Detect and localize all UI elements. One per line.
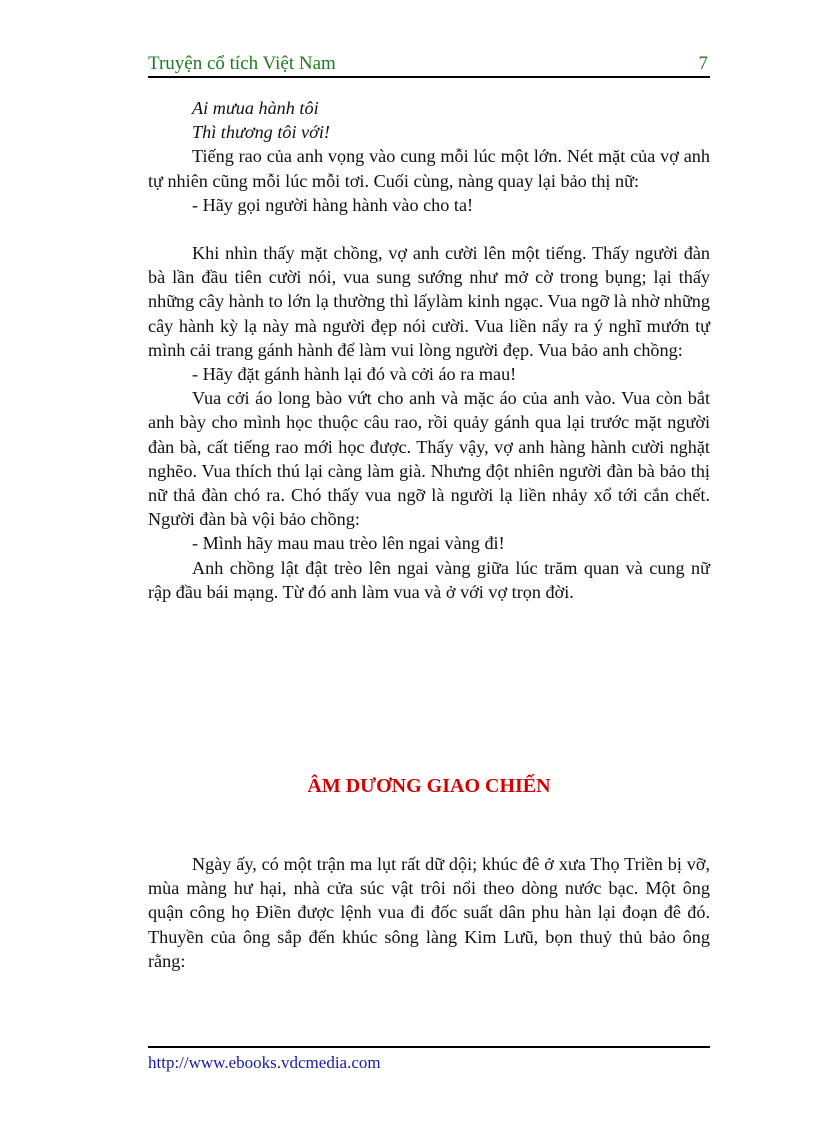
paragraph: Khi nhìn thấy mặt chồng, vợ anh cười lên một tiếng. Thấy người đàn bà lần đầu tiên cười nói, vua sung sướng như mở cờ trong bụng; lại thấy những cây hành to lớn lạ thường thì lấylàm kinh ngạc. Vua ngỡ là nhờ những cây hành kỳ lạ này mà người đẹp nói cười. Vua liền nẩy ra ý nghĩ mướn tự mình cải trang gánh hành để làm vui lòng người đẹp. Vua bảo anh chồng:	[148, 243, 710, 360]
chapter-body	[148, 852, 710, 973]
page-footer	[148, 1046, 710, 1073]
chapter-title: ÂM DƯƠNG GIAO CHIẾN	[307, 775, 551, 797]
paragraph: Tiếng rao của anh vọng vào cung mỗi lúc một lớn. Nét mặt của vợ anh tự nhiên cũng mỗi lúc mỗi tơi. Cuối cùng, nàng quay lại bảo thị nữ:	[148, 146, 710, 191]
verse-line: Thì thương tôi với!	[192, 122, 330, 143]
dialogue-line: - Hãy gọi người hàng hành vào cho ta!	[192, 194, 474, 215]
footer-link[interactable]: http://www.ebooks.vdcmedia.com	[148, 1053, 381, 1072]
dialogue-line: - Mình hãy mau mau trèo lên ngai vàng đi!	[192, 533, 505, 554]
page-number: 7	[698, 53, 708, 74]
verse-line: Ai mưua hành tôi	[192, 98, 319, 118]
paragraph: Anh chồng lật đật trèo lên ngai vàng giữa lúc trăm quan và cung nữ rập đầu bái mạng. Từ đó anh làm vua và ở với vợ trọn đời.	[148, 557, 710, 602]
paragraph: Vua cởi áo long bào vứt cho anh và mặc áo của anh vào. Vua còn bắt anh bày cho mình học thuộc câu rao, rồi quảy gánh qua lại trước mặt người đàn bà, cất tiếng rao mới học được. Thấy vậy, vợ anh hàng hành cười nghặt nghẽo. Vua thích thú lại càng làm già. Nhưng đột nhiên người đàn bà bảo thị nữ thả đàn chó ra. Chó thấy vua ngỡ là người lạ liền nhảy xổ tới cắn chết. Người đàn bà vội bảo chồng:	[148, 388, 710, 530]
book-title: Truyện cổ tích Việt Nam	[148, 53, 336, 74]
story-body	[148, 96, 710, 604]
dialogue-line: - Hãy đặt gánh hành lại đó và cởi áo ra mau!	[192, 364, 517, 385]
page-header	[148, 50, 710, 78]
paragraph-gap	[148, 217, 710, 241]
paragraph: Ngày ấy, có một trận ma lụt rất dữ dội; khúc đê ở xưa Thọ Triền bị vỡ, mùa màng hư hại, nhà cửa súc vật trôi nổi theo dòng nước bạc. Một ông quận công họ Điền được lệnh vua đi đốc suất dân phu hàn lại đoạn đê đó. Thuyền của ông sắp đến khúc sông làng Kim Lưũ, bọn thuỷ thủ bảo ông rằng:	[148, 854, 710, 971]
